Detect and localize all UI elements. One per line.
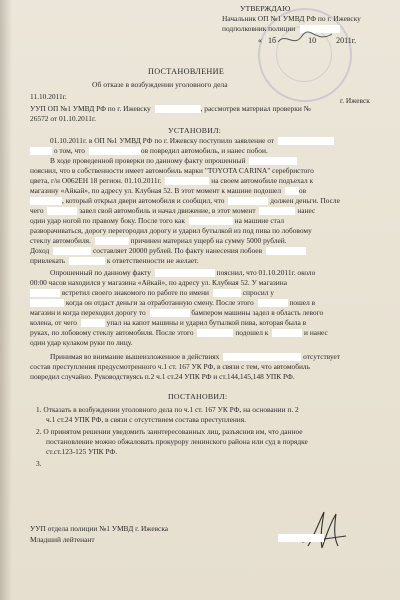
signature-position: УУП отдела полиции №1 УМВД г. Ижевска [30, 524, 169, 533]
approval-signature-mark [276, 28, 336, 50]
resolution-item-2-cont: постановление можно обжаловать прокурору ленинского района или суд в порядке [46, 437, 308, 446]
text-line: встретил своего знакомого по работе по имени спросил у [30, 288, 274, 298]
redaction [155, 105, 201, 113]
text-line: 01.10.2011г. в ОП №1 УМВД РФ по г. Ижевску поступило заявление от [50, 136, 334, 146]
text-line: состав преступления предусмотренного ч.1 ст. 167 УК РФ, в связи с тем, что автомобиль [30, 362, 310, 371]
redaction [249, 157, 297, 165]
text-line: один удар кулаком руки по лицу. [30, 338, 133, 347]
document-subtitle: Об отказе в возбуждении уголовного дела [92, 80, 228, 89]
text-line: привлекать к ответственности не желает. [30, 256, 199, 265]
redaction [189, 217, 233, 225]
document-date: 11.10.2011г. [30, 92, 67, 101]
text-line: один удар ногой по правому боку. После того как на машине стал [30, 216, 285, 225]
text-line: о том, что ов повредил автомобиль, и нанес побои. [30, 146, 268, 156]
resolution-item-1-cont: ч.1 ст.24 УПК РФ, в связи с отсутствием состава преступления. [46, 415, 247, 424]
text-line: магазину «Айкай», по адресу ул. Клубная 52. В этот момент к машине подошел ов [30, 186, 307, 195]
redaction [155, 269, 215, 277]
redaction [30, 289, 60, 297]
approval-line1: Начальник ОП №1 УМВД РФ по г. Ижевску [222, 14, 361, 23]
text-line: стеклу автомобиля. причинен материал ущерб на сумму 5000 рублей. [30, 236, 287, 245]
redaction [266, 247, 306, 255]
redaction [30, 197, 62, 205]
resolution-item-1: 1. Отказать в возбуждении уголовного дела по ч.1 ст. 167 УК РФ, на основании п. 2 [36, 405, 299, 414]
text-line: повредил случайно. Руководствуясь п.2 ч.1 ст.24 УПК РФ и ст.144,145,148 УПК РФ. [30, 372, 295, 381]
redaction [89, 147, 141, 155]
text-line: Принимая во внимание вышеизложенное в действиях отсутствует [50, 352, 341, 361]
handwritten-signature [300, 506, 350, 552]
redaction [285, 187, 299, 195]
text-line: руках, по лобовому стеклу автомобиля. После этого подошел к и нанес [30, 328, 328, 337]
established-title: УСТАНОВИЛ: [168, 126, 222, 135]
redaction [228, 197, 268, 205]
redaction [53, 247, 91, 255]
redaction [197, 329, 233, 337]
redaction [47, 207, 77, 215]
redaction [69, 257, 105, 265]
redaction [165, 177, 209, 185]
redaction [278, 137, 334, 145]
resolution-item-2: 2. О принятом решении уведомить заинтересованных лиц, разъяснив им, что данное [36, 427, 303, 436]
text-line: колена, от чего упал на капот машины и ударил бутылкой пива, которая была в [30, 318, 307, 327]
redaction [278, 534, 324, 542]
redaction [30, 147, 52, 155]
approval-date: « 1б 10 2011г. [258, 36, 357, 45]
text-line: Доход составляет 20000 рублей. По факту нанесения побоев [30, 246, 306, 256]
text-line: цвета, г/н О062ЕН 18 регион. 01.10.2011г. на своем автомобиле подъехал к [30, 176, 314, 185]
redaction [95, 237, 129, 245]
redaction [258, 299, 288, 307]
resolution-item-3: 3. [36, 459, 42, 468]
text-line: пояснил, что в собственности имеет автомобиль марки "TOYOTA CARINA" серебристого [30, 166, 314, 175]
text-line: Опрошенный по данному факту пояснил, что 01.10.2011г. около [50, 268, 316, 277]
redaction [30, 299, 64, 307]
approval-line2: подполковник полиции [222, 24, 340, 34]
approval-title: УТВЕРЖДАЮ [240, 4, 291, 13]
material-line: 26572 от 01.10.2011г. [30, 114, 97, 123]
text-line: когда он отдаст деньги за отработанную смену. После этого пошел в [30, 298, 315, 308]
text-line: разворачиваться, дорогу перегородил дорогу и ударил бутылкой из под пива по лобовому [30, 226, 312, 235]
text-line: магазин и когда переходил дорогу то бампером машины задел в область левого [30, 308, 324, 317]
redaction [259, 207, 295, 215]
redaction [81, 319, 105, 327]
text-line: , который открыл двери автомобиля и сообщил, что должен деньги. После [30, 196, 340, 206]
text-line: чего завел свой автомобиль и начал движение, в этот момент нанес [30, 206, 316, 215]
text-line: В ходе проведенной проверки по данному факту опрошенный [50, 156, 297, 166]
document-title: ПОСТАНОВЛЕНИЕ [148, 67, 225, 76]
redaction [272, 329, 302, 337]
officer-line: УУП ОП №1 УМВД РФ по г. Ижевску , рассмотрев материал проверки № [30, 104, 311, 113]
document-city: г. Ижевск [340, 96, 370, 105]
text-line: 00:00 часов находился у магазина «Айкай», по адресу ул. Клубная 52. У магазина [30, 278, 287, 287]
redaction [150, 309, 190, 317]
signature-rank: Младший лейтенант [30, 535, 95, 544]
redaction [213, 289, 241, 297]
redaction [223, 353, 301, 361]
page-shadow [0, 0, 12, 600]
resolution-item-2-cont2: ст.ст.123-125 УПК РФ. [46, 447, 118, 456]
resolved-title: ПОСТАНОВИЛ: [168, 392, 228, 401]
